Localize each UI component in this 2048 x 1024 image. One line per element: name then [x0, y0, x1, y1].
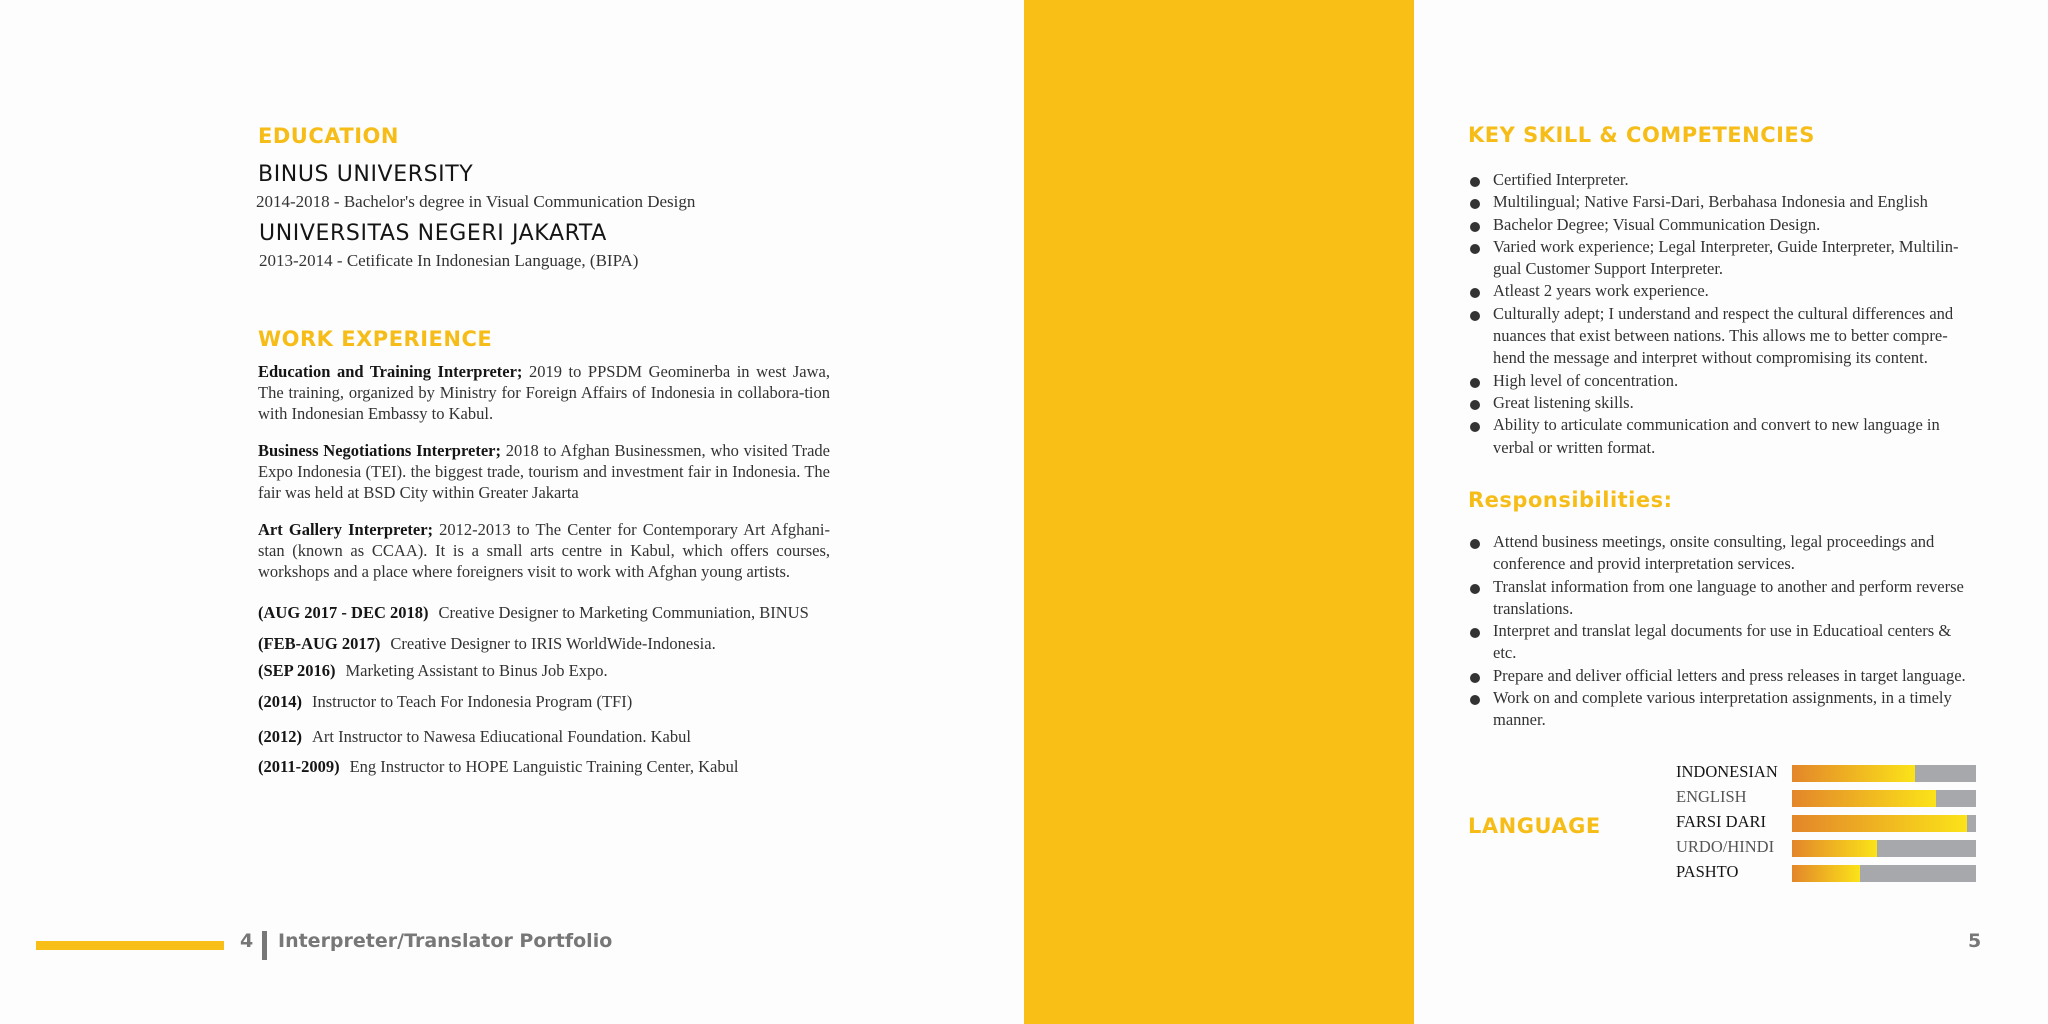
timeline-role: Creative Designer to IRIS WorldWide-Indonesia.	[390, 634, 716, 653]
job-title: Business Negotiations Interpreter;	[258, 441, 501, 460]
list-item: Culturally adept; I understand and respect the cultural differences and nuances that exist between nations. This allows me to better compre-hend the message and interpret without compromising its content.	[1468, 303, 1978, 370]
timeline-role: Art Instructor to Nawesa Ediucational Foundation. Kabul	[312, 727, 691, 746]
language-level-fill	[1792, 865, 1860, 882]
list-item: Translat information from one language to another and perform reverse translations.	[1468, 576, 1978, 621]
language-name: PASHTO	[1676, 862, 1739, 881]
language-row	[1676, 785, 1976, 810]
job-description: 2019 to PPSDM Geominerba in west Jawa, The training, organized by Ministry for Foreign Affairs of Indonesia in collabora-tion with Indonesian Embassy to Kabul.	[258, 362, 830, 423]
job-description: 2018 to Afghan Businessmen, who visited Trade Expo Indonesia (TEI). the biggest trade, tourism and investment fair in Indonesia. The fair was held at BSD City within Greater Jakarta	[258, 441, 830, 502]
language-name: INDONESIAN	[1676, 762, 1778, 781]
timeline-row	[258, 634, 716, 654]
list-item: High level of concentration.	[1468, 370, 1978, 392]
education-detail: 2014-2018 - Bachelor's degree in Visual Communication Design	[256, 192, 696, 211]
timeline-row	[258, 692, 632, 712]
language-row	[1676, 810, 1976, 835]
list-item: Prepare and deliver official letters and press releases in target language.	[1468, 665, 1978, 687]
yellow-band	[1024, 0, 1414, 1024]
footer-separator	[262, 931, 267, 960]
language-name: ENGLISH	[1676, 787, 1747, 806]
education-school: BINUS UNIVERSITY	[258, 162, 474, 187]
timeline-period: (2011-2009)	[258, 757, 340, 776]
language-level-track	[1792, 815, 1976, 832]
job-entry	[258, 519, 830, 582]
timeline-row	[258, 661, 608, 681]
list-item: Bachelor Degree; Visual Communication Design.	[1468, 214, 1978, 236]
list-item: Atleast 2 years work experience.	[1468, 280, 1978, 302]
timeline-period: (2012)	[258, 727, 302, 746]
timeline-role: Instructor to Teach For Indonesia Program (TFI)	[312, 692, 633, 711]
timeline-role: Eng Instructor to HOPE Languistic Training Center, Kabul	[349, 757, 739, 776]
education-heading: EDUCATION	[258, 124, 399, 148]
work-experience-heading: WORK EXPERIENCE	[258, 327, 493, 351]
language-level-track	[1792, 865, 1976, 882]
language-row	[1676, 860, 1976, 885]
education-school: UNIVERSITAS NEGERI JAKARTA	[259, 221, 607, 246]
job-title: Art Gallery Interpreter;	[258, 520, 434, 539]
timeline-row	[258, 757, 738, 777]
list-item: Certified Interpreter.	[1468, 169, 1978, 191]
language-level-fill	[1792, 815, 1967, 832]
education-detail: 2013-2014 - Cetificate In Indonesian Language, (BIPA)	[259, 251, 639, 270]
portfolio-title: Interpreter/Translator Portfolio	[278, 930, 613, 952]
language-row	[1676, 760, 1976, 785]
language-level-track	[1792, 765, 1976, 782]
language-level-fill	[1792, 840, 1877, 857]
job-title: Education and Training Interpreter;	[258, 362, 523, 381]
timeline-row	[258, 603, 809, 623]
list-item: Varied work experience; Legal Interpreter, Guide Interpreter, Multilin-gual Customer Support Interpreter.	[1468, 236, 1978, 281]
timeline-period: (2014)	[258, 692, 302, 711]
timeline-period: (FEB-AUG 2017)	[258, 634, 381, 653]
language-heading: LANGUAGE	[1468, 814, 1601, 838]
footer-accent-bar	[36, 941, 224, 950]
page-number-right: 5	[1968, 930, 1982, 952]
language-level-fill	[1792, 790, 1936, 807]
language-name: URDO/HINDI	[1676, 837, 1775, 856]
responsibilities-heading: Responsibilities:	[1468, 488, 1673, 512]
timeline-role: Creative Designer to Marketing Communiation, BINUS	[438, 603, 809, 622]
list-item: Attend business meetings, onsite consulting, legal proceedings and conference and provid interpretation services.	[1468, 531, 1978, 576]
list-item: Work on and complete various interpretation assignments, in a timely manner.	[1468, 687, 1978, 732]
language-level-fill	[1792, 765, 1915, 782]
page-number-left: 4	[240, 930, 254, 952]
language-level-track	[1792, 840, 1976, 857]
responsibilities-list	[1468, 531, 1978, 732]
list-item: Interpret and translat legal documents for use in Educatioal centers & etc.	[1468, 620, 1978, 665]
skills-heading: KEY SKILL & COMPETENCIES	[1468, 123, 1815, 147]
job-entry	[258, 440, 830, 503]
language-level-track	[1792, 790, 1976, 807]
timeline-period: (SEP 2016)	[258, 661, 336, 680]
language-row	[1676, 835, 1976, 860]
timeline-row	[258, 727, 691, 747]
timeline-role: Marketing Assistant to Binus Job Expo.	[345, 661, 608, 680]
list-item: Ability to articulate communication and convert to new language in verbal or written format.	[1468, 414, 1978, 459]
job-description: 2012-2013 to The Center for Contemporary Art Afghani-stan (known as CCAA). It is a small arts centre in Kabul, which offers courses, workshops and a place where foreigners visit to work with Afghan young artists.	[258, 520, 830, 581]
timeline-period: (AUG 2017 - DEC 2018)	[258, 603, 429, 622]
language-name: FARSI DARI	[1676, 812, 1767, 831]
skills-list	[1468, 169, 1978, 459]
list-item: Great listening skills.	[1468, 392, 1978, 414]
job-entry	[258, 361, 830, 424]
list-item: Multilingual; Native Farsi-Dari, Berbahasa Indonesia and English	[1468, 191, 1978, 213]
